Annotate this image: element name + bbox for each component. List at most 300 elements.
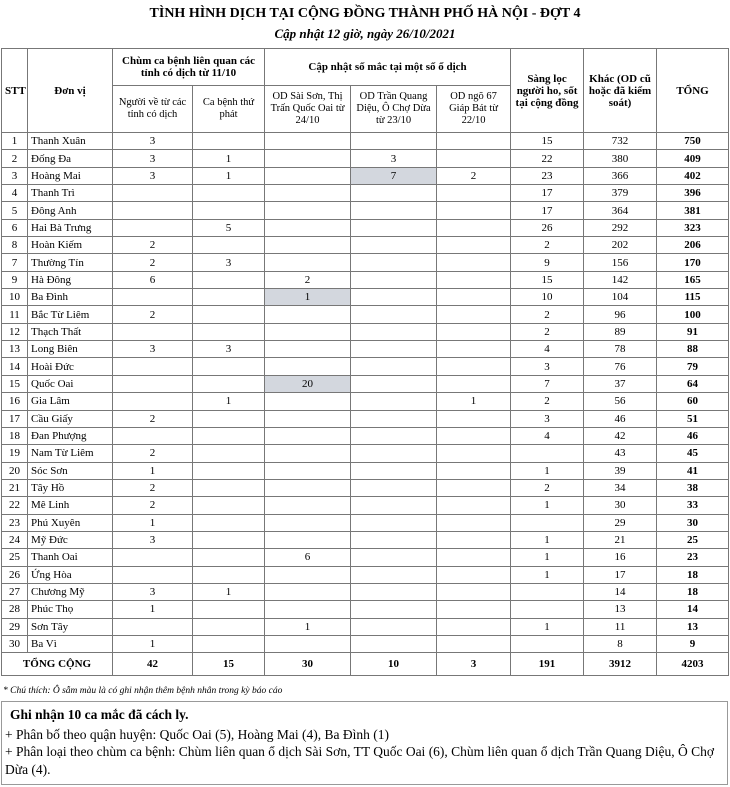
cell-other: 364 (584, 202, 657, 219)
cell-returnees: 3 (113, 341, 193, 358)
cell-secondary (193, 497, 265, 514)
cell-other: 11 (584, 618, 657, 635)
cell-stt: 25 (2, 549, 28, 566)
cell-returnees: 3 (113, 150, 193, 167)
cell-returnees: 2 (113, 237, 193, 254)
cell-giap-bat (437, 566, 511, 583)
cell-secondary (193, 358, 265, 375)
cell-tran-quang-dieu (351, 271, 437, 288)
cell-sai-son (265, 150, 351, 167)
cell-unit: Gia Lâm (28, 393, 113, 410)
cell-other: 104 (584, 289, 657, 306)
cell-giap-bat (437, 410, 511, 427)
cell-tran-quang-dieu (351, 566, 437, 583)
totals-g2b: 10 (351, 653, 437, 676)
cell-screening: 15 (511, 133, 584, 150)
cell-other: 16 (584, 549, 657, 566)
cell-giap-bat (437, 583, 511, 600)
table-row (2, 219, 729, 236)
cell-secondary (193, 323, 265, 340)
table-row (2, 427, 729, 444)
cell-screening (511, 601, 584, 618)
totals-row (2, 653, 729, 676)
table-row (2, 393, 729, 410)
cell-other: 89 (584, 323, 657, 340)
cell-stt: 29 (2, 618, 28, 635)
cell-total: 60 (657, 393, 729, 410)
cell-giap-bat (437, 202, 511, 219)
cell-screening: 22 (511, 150, 584, 167)
cell-returnees: 6 (113, 271, 193, 288)
cell-stt: 21 (2, 479, 28, 496)
cell-tran-quang-dieu (351, 393, 437, 410)
table-row (2, 271, 729, 288)
cell-stt: 16 (2, 393, 28, 410)
table-row (2, 289, 729, 306)
table-row (2, 583, 729, 600)
cell-screening: 3 (511, 410, 584, 427)
cell-secondary: 1 (193, 167, 265, 184)
cell-stt: 1 (2, 133, 28, 150)
cell-tran-quang-dieu (351, 479, 437, 496)
cell-returnees (113, 219, 193, 236)
cell-tran-quang-dieu (351, 306, 437, 323)
cell-other: 14 (584, 583, 657, 600)
cell-other: 34 (584, 479, 657, 496)
cell-stt: 9 (2, 271, 28, 288)
cell-total: 45 (657, 445, 729, 462)
cell-unit: Quốc Oai (28, 375, 113, 392)
cell-stt: 7 (2, 254, 28, 271)
cell-other: 96 (584, 306, 657, 323)
cell-screening: 2 (511, 323, 584, 340)
cell-tran-quang-dieu (351, 531, 437, 548)
table-row (2, 185, 729, 202)
cell-tran-quang-dieu: 3 (351, 150, 437, 167)
cell-secondary (193, 479, 265, 496)
cell-giap-bat (437, 618, 511, 635)
cell-unit: Ứng Hòa (28, 566, 113, 583)
totals-other: 3912 (584, 653, 657, 676)
cell-sai-son (265, 185, 351, 202)
cell-tran-quang-dieu (351, 601, 437, 618)
cell-secondary: 1 (193, 393, 265, 410)
header-group1: Chùm ca bệnh liên quan các tỉnh có dịch từ 11/10 (113, 49, 265, 86)
cell-total: 170 (657, 254, 729, 271)
cell-screening: 1 (511, 531, 584, 548)
cell-giap-bat (437, 445, 511, 462)
cell-sai-son (265, 133, 351, 150)
header-group2-sai-son: OD Sài Sơn, Thị Trấn Quốc Oai từ 24/10 (265, 86, 351, 133)
cell-screening: 26 (511, 219, 584, 236)
cell-secondary (193, 410, 265, 427)
cell-sai-son (265, 410, 351, 427)
cell-unit: Phúc Thọ (28, 601, 113, 618)
cell-secondary (193, 514, 265, 531)
cell-total: 409 (657, 150, 729, 167)
cell-total: 206 (657, 237, 729, 254)
cell-giap-bat (437, 185, 511, 202)
cell-tran-quang-dieu (351, 427, 437, 444)
totals-g2a: 30 (265, 653, 351, 676)
cell-secondary (193, 306, 265, 323)
cell-returnees (113, 289, 193, 306)
table-row (2, 254, 729, 271)
cell-total: 396 (657, 185, 729, 202)
cell-total: 750 (657, 133, 729, 150)
cell-returnees (113, 393, 193, 410)
cell-unit: Thanh Xuân (28, 133, 113, 150)
table-row (2, 358, 729, 375)
cell-returnees: 2 (113, 254, 193, 271)
header-group2-giap-bat: OD ngõ 67 Giáp Bát từ 22/10 (437, 86, 511, 133)
cell-sai-son (265, 393, 351, 410)
cell-giap-bat (437, 237, 511, 254)
cell-tran-quang-dieu (351, 237, 437, 254)
cell-screening: 23 (511, 167, 584, 184)
cell-tran-quang-dieu (351, 358, 437, 375)
cell-tran-quang-dieu (351, 618, 437, 635)
cell-screening (511, 445, 584, 462)
cell-unit: Hà Đông (28, 271, 113, 288)
cell-returnees: 2 (113, 479, 193, 496)
cell-stt: 27 (2, 583, 28, 600)
cell-other: 39 (584, 462, 657, 479)
cell-returnees (113, 375, 193, 392)
cell-returnees: 1 (113, 601, 193, 618)
cell-secondary (193, 601, 265, 618)
cell-giap-bat (437, 219, 511, 236)
cell-giap-bat (437, 306, 511, 323)
cell-sai-son (265, 531, 351, 548)
cell-stt: 3 (2, 167, 28, 184)
cell-screening: 3 (511, 358, 584, 375)
cell-tran-quang-dieu (351, 289, 437, 306)
table-row (2, 306, 729, 323)
header-group2: Cập nhật số mắc tại một số ổ dịch (265, 49, 511, 86)
cell-secondary (193, 549, 265, 566)
cell-total: 41 (657, 462, 729, 479)
cell-screening: 7 (511, 375, 584, 392)
cell-other: 732 (584, 133, 657, 150)
cell-sai-son (265, 167, 351, 184)
cell-total: 25 (657, 531, 729, 548)
cell-returnees: 1 (113, 635, 193, 652)
cell-giap-bat (437, 323, 511, 340)
cell-unit: Đan Phượng (28, 427, 113, 444)
cell-giap-bat (437, 497, 511, 514)
header-screening: Sàng lọc người ho, sốt tại cộng đồng (511, 49, 584, 133)
cell-sai-son (265, 341, 351, 358)
cell-returnees: 3 (113, 133, 193, 150)
cell-other: 56 (584, 393, 657, 410)
cell-other: 76 (584, 358, 657, 375)
totals-g1b: 15 (193, 653, 265, 676)
cell-stt: 18 (2, 427, 28, 444)
cell-giap-bat (437, 531, 511, 548)
cell-tran-quang-dieu (351, 635, 437, 652)
cell-unit: Phú Xuyên (28, 514, 113, 531)
cell-total: 46 (657, 427, 729, 444)
cell-unit: Tây Hồ (28, 479, 113, 496)
cell-secondary (193, 566, 265, 583)
cell-total: 100 (657, 306, 729, 323)
cell-other: 42 (584, 427, 657, 444)
cell-stt: 23 (2, 514, 28, 531)
cell-other: 366 (584, 167, 657, 184)
cell-returnees: 3 (113, 167, 193, 184)
cell-secondary (193, 635, 265, 652)
cell-giap-bat (437, 427, 511, 444)
header-group1-returnees: Người về từ các tỉnh có dịch (113, 86, 193, 133)
cell-stt: 30 (2, 635, 28, 652)
cell-sai-son (265, 566, 351, 583)
cell-tran-quang-dieu (351, 497, 437, 514)
cell-tran-quang-dieu (351, 185, 437, 202)
cell-secondary: 3 (193, 341, 265, 358)
page-subtitle: Cập nhật 12 giờ, ngày 26/10/2021 (274, 26, 456, 41)
cell-total: 402 (657, 167, 729, 184)
cell-secondary: 1 (193, 583, 265, 600)
cell-screening: 10 (511, 289, 584, 306)
cell-stt: 12 (2, 323, 28, 340)
cell-sai-son (265, 427, 351, 444)
cell-tran-quang-dieu (351, 202, 437, 219)
cell-other: 30 (584, 497, 657, 514)
cell-sai-son: 2 (265, 271, 351, 288)
cell-returnees: 2 (113, 445, 193, 462)
cell-stt: 4 (2, 185, 28, 202)
table-row (2, 635, 729, 652)
cell-stt: 6 (2, 219, 28, 236)
cell-sai-son: 20 (265, 375, 351, 392)
cell-giap-bat (437, 635, 511, 652)
totals-g1a: 42 (113, 653, 193, 676)
summary-line-distribution: + Phân bố theo quận huyện: Quốc Oai (5), Hoàng Mai (4), Ba Đình (1) (5, 726, 390, 742)
cell-sai-son (265, 306, 351, 323)
cell-screening: 2 (511, 393, 584, 410)
cell-giap-bat (437, 271, 511, 288)
page-title: TÌNH HÌNH DỊCH TẠI CỘNG ĐỒNG THÀNH PHỐ HÀ NỘI - ĐỢT 4 (149, 6, 581, 21)
cell-total: 115 (657, 289, 729, 306)
cell-total: 33 (657, 497, 729, 514)
cell-sai-son (265, 635, 351, 652)
cell-other: 17 (584, 566, 657, 583)
cell-other: 379 (584, 185, 657, 202)
summary-headline: Ghi nhận 10 ca mắc đã cách ly. (10, 707, 189, 722)
cell-unit: Thanh Trì (28, 185, 113, 202)
header-stt: STT (2, 49, 28, 133)
cell-secondary (193, 133, 265, 150)
table-row (2, 150, 729, 167)
table-row (2, 237, 729, 254)
cell-sai-son (265, 358, 351, 375)
cell-other: 37 (584, 375, 657, 392)
cell-screening: 2 (511, 479, 584, 496)
cell-secondary (193, 375, 265, 392)
cell-total: 165 (657, 271, 729, 288)
cell-returnees: 2 (113, 306, 193, 323)
cell-screening: 1 (511, 549, 584, 566)
cell-returnees: 3 (113, 531, 193, 548)
cell-total: 13 (657, 618, 729, 635)
cell-unit: Hoàng Mai (28, 167, 113, 184)
cell-stt: 8 (2, 237, 28, 254)
cell-other: 8 (584, 635, 657, 652)
cell-other: 43 (584, 445, 657, 462)
cell-secondary (193, 531, 265, 548)
cell-giap-bat (437, 341, 511, 358)
cell-unit: Sơn Tây (28, 618, 113, 635)
cell-secondary (193, 445, 265, 462)
cell-unit: Sóc Sơn (28, 462, 113, 479)
cell-screening: 1 (511, 497, 584, 514)
cases-table (1, 48, 729, 676)
cell-sai-son: 6 (265, 549, 351, 566)
table-row (2, 167, 729, 184)
table-row (2, 549, 729, 566)
cell-screening: 1 (511, 618, 584, 635)
cell-returnees (113, 618, 193, 635)
cell-unit: Đống Đa (28, 150, 113, 167)
cell-returnees (113, 323, 193, 340)
cell-stt: 5 (2, 202, 28, 219)
cell-screening (511, 514, 584, 531)
cell-returnees: 2 (113, 497, 193, 514)
cell-total: 14 (657, 601, 729, 618)
cell-unit: Hoàn Kiếm (28, 237, 113, 254)
cell-screening: 4 (511, 341, 584, 358)
cell-returnees (113, 185, 193, 202)
cell-giap-bat (437, 462, 511, 479)
cell-giap-bat (437, 479, 511, 496)
cell-tran-quang-dieu (351, 583, 437, 600)
cell-sai-son (265, 254, 351, 271)
cell-tran-quang-dieu (351, 410, 437, 427)
cell-secondary: 1 (193, 150, 265, 167)
cell-total: 51 (657, 410, 729, 427)
cell-giap-bat: 1 (437, 393, 511, 410)
table-row (2, 462, 729, 479)
cell-unit: Bắc Từ Liêm (28, 306, 113, 323)
cell-tran-quang-dieu (351, 375, 437, 392)
cell-sai-son (265, 583, 351, 600)
cell-total: 38 (657, 479, 729, 496)
cell-screening: 2 (511, 306, 584, 323)
cell-unit: Hoài Đức (28, 358, 113, 375)
cell-secondary (193, 618, 265, 635)
cell-secondary (193, 289, 265, 306)
cell-sai-son (265, 479, 351, 496)
cell-stt: 22 (2, 497, 28, 514)
cell-unit: Long Biên (28, 341, 113, 358)
cell-returnees (113, 566, 193, 583)
cell-stt: 11 (2, 306, 28, 323)
table-row (2, 479, 729, 496)
table-row (2, 341, 729, 358)
cell-secondary (193, 462, 265, 479)
cell-sai-son (265, 445, 351, 462)
cell-other: 29 (584, 514, 657, 531)
cell-secondary: 3 (193, 254, 265, 271)
header-group1-secondary: Ca bệnh thứ phát (193, 86, 265, 133)
cell-total: 18 (657, 583, 729, 600)
cell-screening: 4 (511, 427, 584, 444)
cell-tran-quang-dieu (351, 219, 437, 236)
cell-other: 46 (584, 410, 657, 427)
cell-sai-son: 1 (265, 618, 351, 635)
table-footnote: * Chú thích: Ô sẫm màu là có ghi nhận thêm bệnh nhân trong kỳ báo cáo (3, 686, 283, 696)
cell-other: 202 (584, 237, 657, 254)
cell-other: 78 (584, 341, 657, 358)
cell-secondary: 5 (193, 219, 265, 236)
cell-giap-bat (437, 375, 511, 392)
cell-returnees (113, 427, 193, 444)
cell-stt: 14 (2, 358, 28, 375)
table-row (2, 566, 729, 583)
cell-sai-son (265, 323, 351, 340)
cell-giap-bat (437, 514, 511, 531)
cell-stt: 15 (2, 375, 28, 392)
cell-unit: Ba Vì (28, 635, 113, 652)
cell-giap-bat (437, 254, 511, 271)
cell-unit: Chương Mỹ (28, 583, 113, 600)
cell-tran-quang-dieu (351, 341, 437, 358)
cell-tran-quang-dieu (351, 549, 437, 566)
cell-other: 21 (584, 531, 657, 548)
table-row (2, 601, 729, 618)
cell-total: 64 (657, 375, 729, 392)
cell-giap-bat (437, 601, 511, 618)
cell-unit: Thường Tín (28, 254, 113, 271)
cell-total: 79 (657, 358, 729, 375)
cell-sai-son (265, 601, 351, 618)
cell-unit: Mỹ Đức (28, 531, 113, 548)
cell-unit: Cầu Giấy (28, 410, 113, 427)
cell-other: 380 (584, 150, 657, 167)
cell-stt: 17 (2, 410, 28, 427)
cell-screening: 17 (511, 185, 584, 202)
cell-tran-quang-dieu (351, 323, 437, 340)
cell-total: 23 (657, 549, 729, 566)
cell-sai-son (265, 202, 351, 219)
cell-sai-son: 1 (265, 289, 351, 306)
cell-stt: 10 (2, 289, 28, 306)
cell-screening: 1 (511, 566, 584, 583)
cell-giap-bat (437, 549, 511, 566)
summary-line-classification: + Phân loại theo chùm ca bệnh: Chùm liên quan ổ dịch Sài Sơn, TT Quốc Oai (6), Chùm liên quan ổ dịch Trần Quang Diệu, Ô Chợ Dừa (4). (5, 744, 715, 777)
cell-unit: Ba Đình (28, 289, 113, 306)
cell-stt: 28 (2, 601, 28, 618)
cell-stt: 26 (2, 566, 28, 583)
cell-secondary (193, 237, 265, 254)
cell-returnees (113, 549, 193, 566)
cell-sai-son (265, 462, 351, 479)
cell-secondary (193, 202, 265, 219)
table-row (2, 202, 729, 219)
totals-total: 4203 (657, 653, 729, 676)
cell-returnees (113, 358, 193, 375)
table-row (2, 133, 729, 150)
header-other: Khác (OD cũ hoặc đã kiểm soát) (584, 49, 657, 133)
cell-giap-bat (437, 133, 511, 150)
header-total: TỔNG (657, 49, 729, 133)
cell-screening: 9 (511, 254, 584, 271)
table-body (2, 133, 729, 653)
cell-total: 9 (657, 635, 729, 652)
cell-giap-bat: 2 (437, 167, 511, 184)
cell-tran-quang-dieu: 7 (351, 167, 437, 184)
